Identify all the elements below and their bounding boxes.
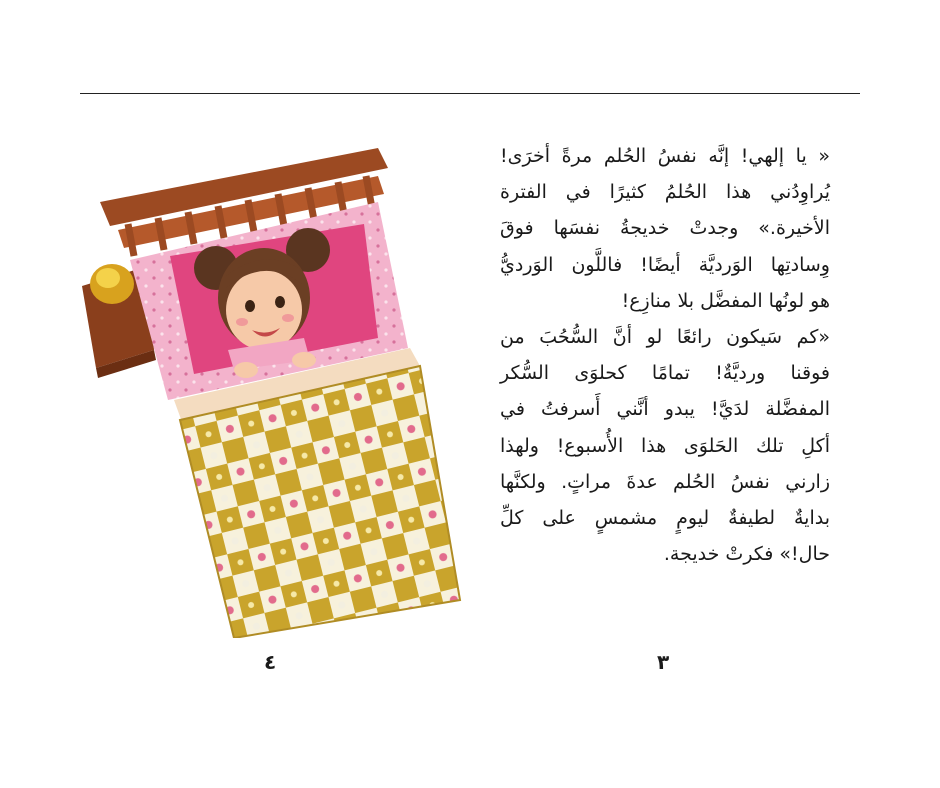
lamp-icon [90, 264, 134, 304]
quilt [174, 348, 460, 638]
story-line: « يا إلهي! إنَّه نفسُ الحُلم مرةً أخرَى! [500, 145, 830, 167]
story-line: زارني نفسُ الحُلم عدةَ مراتٍ. ولكنَّها [500, 470, 830, 493]
girl-in-bed-illustration [78, 138, 478, 638]
story-line: حال!» فكرتْ خديجة. [663, 543, 830, 566]
story-line: المفضَّلة لدَيَّ! يبدو أنَّني أَسرفتُ في [500, 398, 830, 421]
story-line: الأخيرة.» وجدتْ خديجةُ نفسَها فوقَ [500, 217, 830, 240]
girl-hand-left [234, 362, 258, 378]
story-line: هو لونُها المفضَّل بلا منازِع! [621, 289, 830, 312]
story-text [500, 138, 830, 572]
girl-hand-right [292, 352, 316, 368]
story-line: فوقنا ورديَّةٌ! تمامًا كحلوَى السُّكر [500, 362, 830, 385]
story-line: يُراوِدُني هذا الحُلمُ كثيرًا في الفترة [500, 181, 830, 204]
page-number-left: ٤ [264, 650, 277, 674]
story-line: بدايةٌ لطيفةٌ ليومٍ مشمسٍ على كلِّ [500, 507, 830, 530]
story-line: «كم سَيكون رائعًا لو أنَّ السُّحُبَ من [500, 326, 830, 349]
story-line: وِسادتِها الوَرديَّة أيضًا! فاللَّون الوَرديُّ [500, 253, 830, 276]
story-line: أكلِ تلك الحَلوَى هذا الأُسبوع! ولهذا [500, 434, 830, 457]
header-divider [80, 93, 860, 94]
page-number-right: ٣ [657, 650, 670, 674]
